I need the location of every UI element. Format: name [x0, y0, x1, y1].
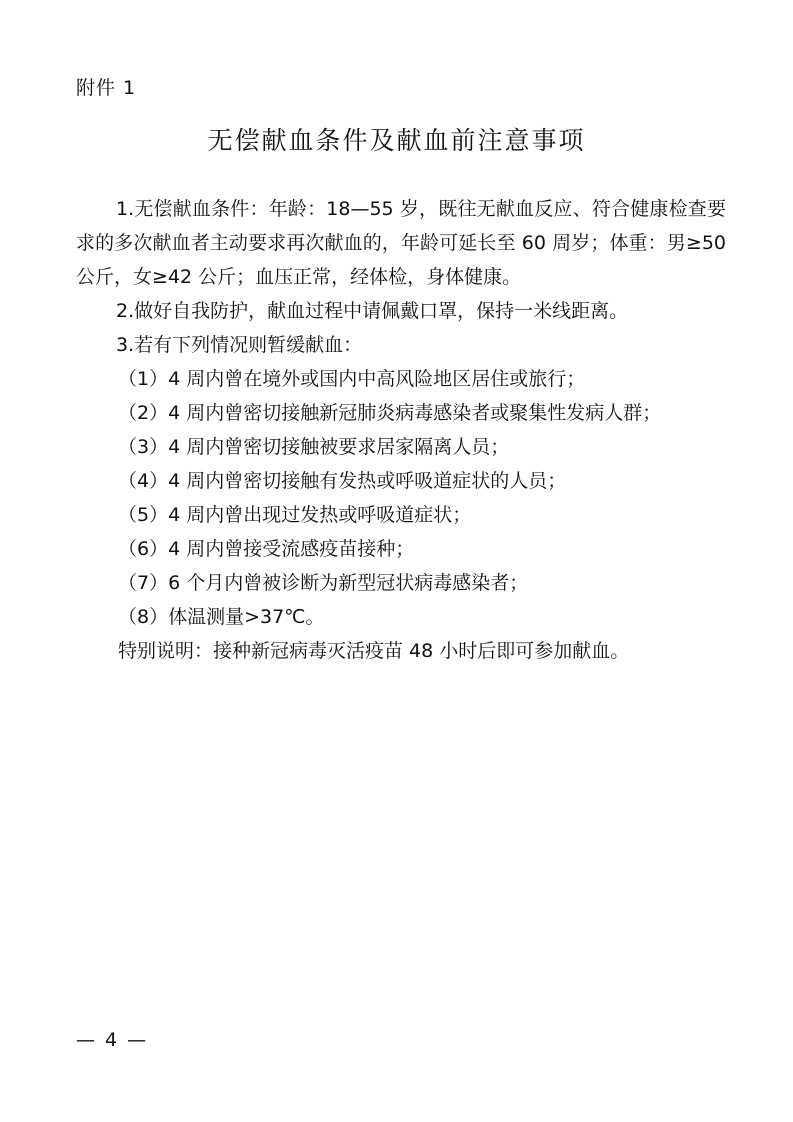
deferral-item: （6）4 周内曾接受流感疫苗接种；	[118, 538, 415, 560]
paragraph-protection: 2.做好自我防护，献血过程中请佩戴口罩，保持一米线距离。	[116, 300, 629, 322]
deferral-item: （1）4 周内曾在境外或国内中高风险地区居住或旅行；	[118, 368, 586, 390]
deferral-item: （5）4 周内曾出现过发热或呼吸道症状；	[118, 504, 472, 526]
special-note: 特别说明：接种新冠病毒灭活疫苗 48 小时后即可参加献血。	[118, 640, 630, 662]
deferral-item: （8）体温测量>37℃。	[118, 606, 325, 628]
deferral-item: （4）4 周内曾密切接触有发热或呼吸道症状的人员；	[118, 470, 567, 492]
deferral-item: （2）4 周内曾密切接触新冠肺炎病毒感染者或聚集性发病人群；	[118, 402, 662, 424]
page-number: — 4 —	[76, 1029, 149, 1051]
paragraph-deferral-intro: 3.若有下列情况则暂缓献血：	[116, 334, 363, 356]
attachment-label: 附件 1	[76, 77, 137, 99]
deferral-item: （3）4 周内曾密切接触被要求居家隔离人员；	[118, 436, 510, 458]
document-body	[76, 192, 726, 668]
page-title: 无偿献血条件及献血前注意事项	[207, 126, 586, 155]
paragraph-conditions: 1.无偿献血条件：年龄：18—55 岁，既往无献血反应、符合健康检查要求的多次献血者主动要求再次献血的，年龄可延长至 60 周岁；体重：男≥50 公斤，女≥42 公斤；血压正常，经体检，身体健康。	[76, 198, 726, 288]
deferral-item: （7）6 个月内曾被诊断为新型冠状病毒感染者；	[118, 572, 529, 594]
